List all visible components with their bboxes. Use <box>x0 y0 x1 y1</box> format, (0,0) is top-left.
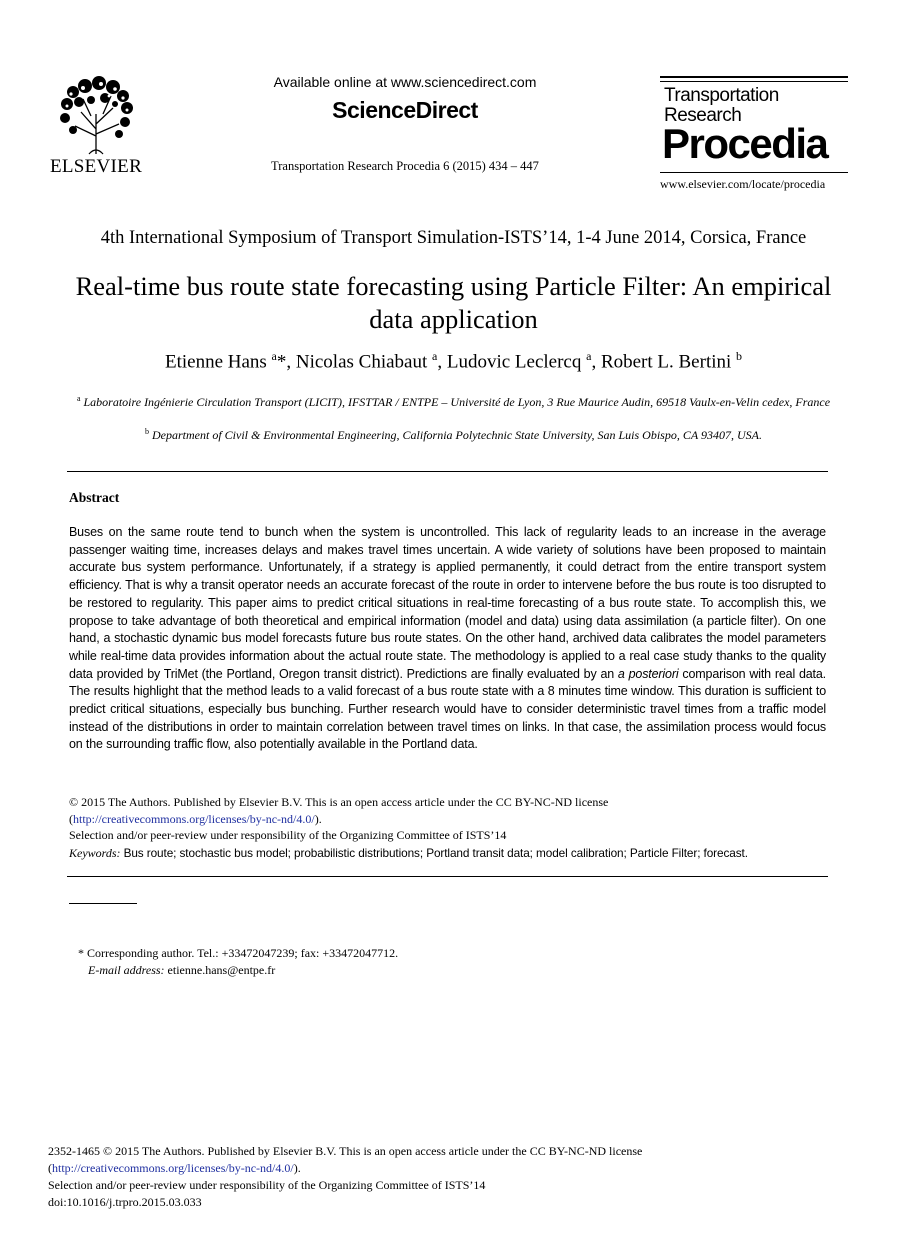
affiliation-a <box>70 391 837 410</box>
logo-rule <box>660 76 848 78</box>
issn-license-line: 2352-1465 © 2015 The Authors. Published by Elsevier B.V. This is an open access article under the CC BY-NC-ND license <box>48 1144 643 1158</box>
author-affil-mark: a <box>586 349 592 363</box>
author-name: Etienne Hans <box>164 351 267 373</box>
journal-url[interactable]: www.elsevier.com/locate/procedia <box>660 177 826 191</box>
author-sep: , <box>286 351 296 373</box>
author-affil-mark: b <box>736 349 743 363</box>
email-note <box>88 962 275 979</box>
elsevier-wordmark: ELSEVIER <box>49 156 143 177</box>
bottom-peer-review: Selection and/or peer-review under responsibility of the Organizing Committee of ISTS’14 <box>48 1178 486 1192</box>
abstract-part: comparison with real data. The results highlight that the method leads to a valid forecast of a bus route state with a 8 minutes time window. This duration is sufficient to predict critical situations, especially bus bunching. Further research would have to consider deterministic travel times from a traffic model instead of the distributions in order to maintain correlation between travel times on links. In that case, the assimilation process would focus on the surrounding traffic flow, also potentially available in the Portland data. <box>69 666 826 752</box>
procedia-logo-line1: Transportation <box>664 85 779 106</box>
bottom-license-url: (http://creativecommons.org/licenses/by-nc-nd/4.0/). <box>48 1161 301 1175</box>
license-text: © 2015 The Authors. Published by Elsevier B.V. This is an open access article under the CC BY-NC-ND license <box>69 795 609 809</box>
author-sep: , <box>591 351 601 373</box>
license-link[interactable]: http://creativecommons.org/licenses/by-nc-nd/4.0/ <box>52 1161 294 1175</box>
license-link[interactable]: http://creativecommons.org/licenses/by-nc-nd/4.0/ <box>73 811 315 826</box>
journal-reference: Transportation Research Procedia 6 (2015) 434 – 447 <box>271 159 539 173</box>
journal-header <box>220 72 590 174</box>
corresponding-mark: * <box>276 351 287 373</box>
section-divider <box>67 876 828 877</box>
logo-rule <box>660 172 848 173</box>
author-affil-mark: a <box>432 349 438 363</box>
abstract-text <box>69 524 826 754</box>
email-label: E-mail address: <box>88 963 165 977</box>
keywords-text: Bus route; stochastic bus model; probabilistic distributions; Portland transit data; model calibration; Particle Filter; forecast. <box>123 846 748 860</box>
author-affil-mark: a <box>271 349 277 363</box>
available-online-text[interactable]: Available online at www.sciencedirect.com <box>273 74 537 90</box>
keywords <box>69 846 829 861</box>
elsevier-logo <box>48 74 144 178</box>
abstract-part: Buses on the same route tend to bunch when the system is uncontrolled. This lack of regularity leads to an increase in the average passenger waiting time, increases delays and makes travel times uncertain. A wide variety of solutions have been proposed to maintain accurate bus system performance. Unfortunately, if a strategy is applied permanently, it could detract from the entire transport system efficiency. That is why a transit operator needs an accurate forecast of the route in order to intervene before the bus route is too disrupted to be restored to regularity. This paper aims to predict critical situations in real-time forecasting of a bus route state. To accomplish this, we propose to take advantage of both theoretical and empirical information (model and data) using data assimilation (a particle filter). On one hand, a stochastic dynamic bus model forecasts future bus route states. On the other hand, archived data calibrates the model parameters while real-time data provides information about the actual route state. The methodology is applied to a real case study thanks to the quality data provided by TriMet (the Portland, Oregon transit district). Predictions are finally evaluated by an <box>69 525 826 681</box>
license-notice: © 2015 The Authors. Published by Elsevier B.V. This is an open access article under the CC BY-NC-ND license (http://creativecommons.org/licenses/by-nc-nd/4.0/). <box>69 794 829 827</box>
peer-review-note: Selection and/or peer-review under responsibility of the Organizing Committee of ISTS’14 <box>69 828 507 842</box>
email-address[interactable]: etienne.hans@entpe.fr <box>167 963 276 977</box>
author-name: Nicolas Chiabaut <box>295 351 428 373</box>
affil-text: Department of Civil & Environmental Engineering, California Polytechnic State University, San Luis Obispo, CA 93407, USA. <box>152 428 762 442</box>
footnote-rule <box>69 903 137 904</box>
affil-text: Laboratoire Ingénierie Circulation Transport (LICIT), IFSTTAR / ENTPE – Université de Lyon, 3 Rue Maurice Audin, 69518 Vaulx-en-Velin cedex, France <box>83 395 831 409</box>
affiliation-b <box>70 424 837 443</box>
paper-title: Real-time bus route state forecasting using Particle Filter: An empirical data application <box>75 271 832 334</box>
doi[interactable]: doi:10.1016/j.trpro.2015.03.033 <box>48 1195 202 1209</box>
procedia-logo-line3: Procedia <box>662 120 828 167</box>
affil-mark: b <box>145 427 150 436</box>
affil-mark: a <box>76 394 81 403</box>
elsevier-tree-icon <box>53 74 139 156</box>
abstract-italic: a posteriori <box>617 666 679 681</box>
conference-line: 4th International Symposium of Transport Simulation-ISTS’14, 1-4 June 2014, Corsica, France <box>100 228 807 248</box>
logo-rule <box>660 81 848 82</box>
author-name: Robert L. Bertini <box>600 351 732 373</box>
sciencedirect-logo: ScienceDirect <box>332 97 478 123</box>
author-sep: , <box>437 351 447 373</box>
section-divider <box>67 471 828 472</box>
author-name: Ludovic Leclercq <box>446 351 582 373</box>
keywords-label: Keywords: <box>69 846 121 860</box>
corresponding-author-note: * Corresponding author. Tel.: +33472047239; fax: +33472047712. <box>78 946 399 960</box>
author-list <box>0 349 907 373</box>
procedia-logo-line2: Research <box>664 105 742 126</box>
procedia-logo <box>660 76 850 196</box>
abstract-heading: Abstract <box>69 490 120 505</box>
